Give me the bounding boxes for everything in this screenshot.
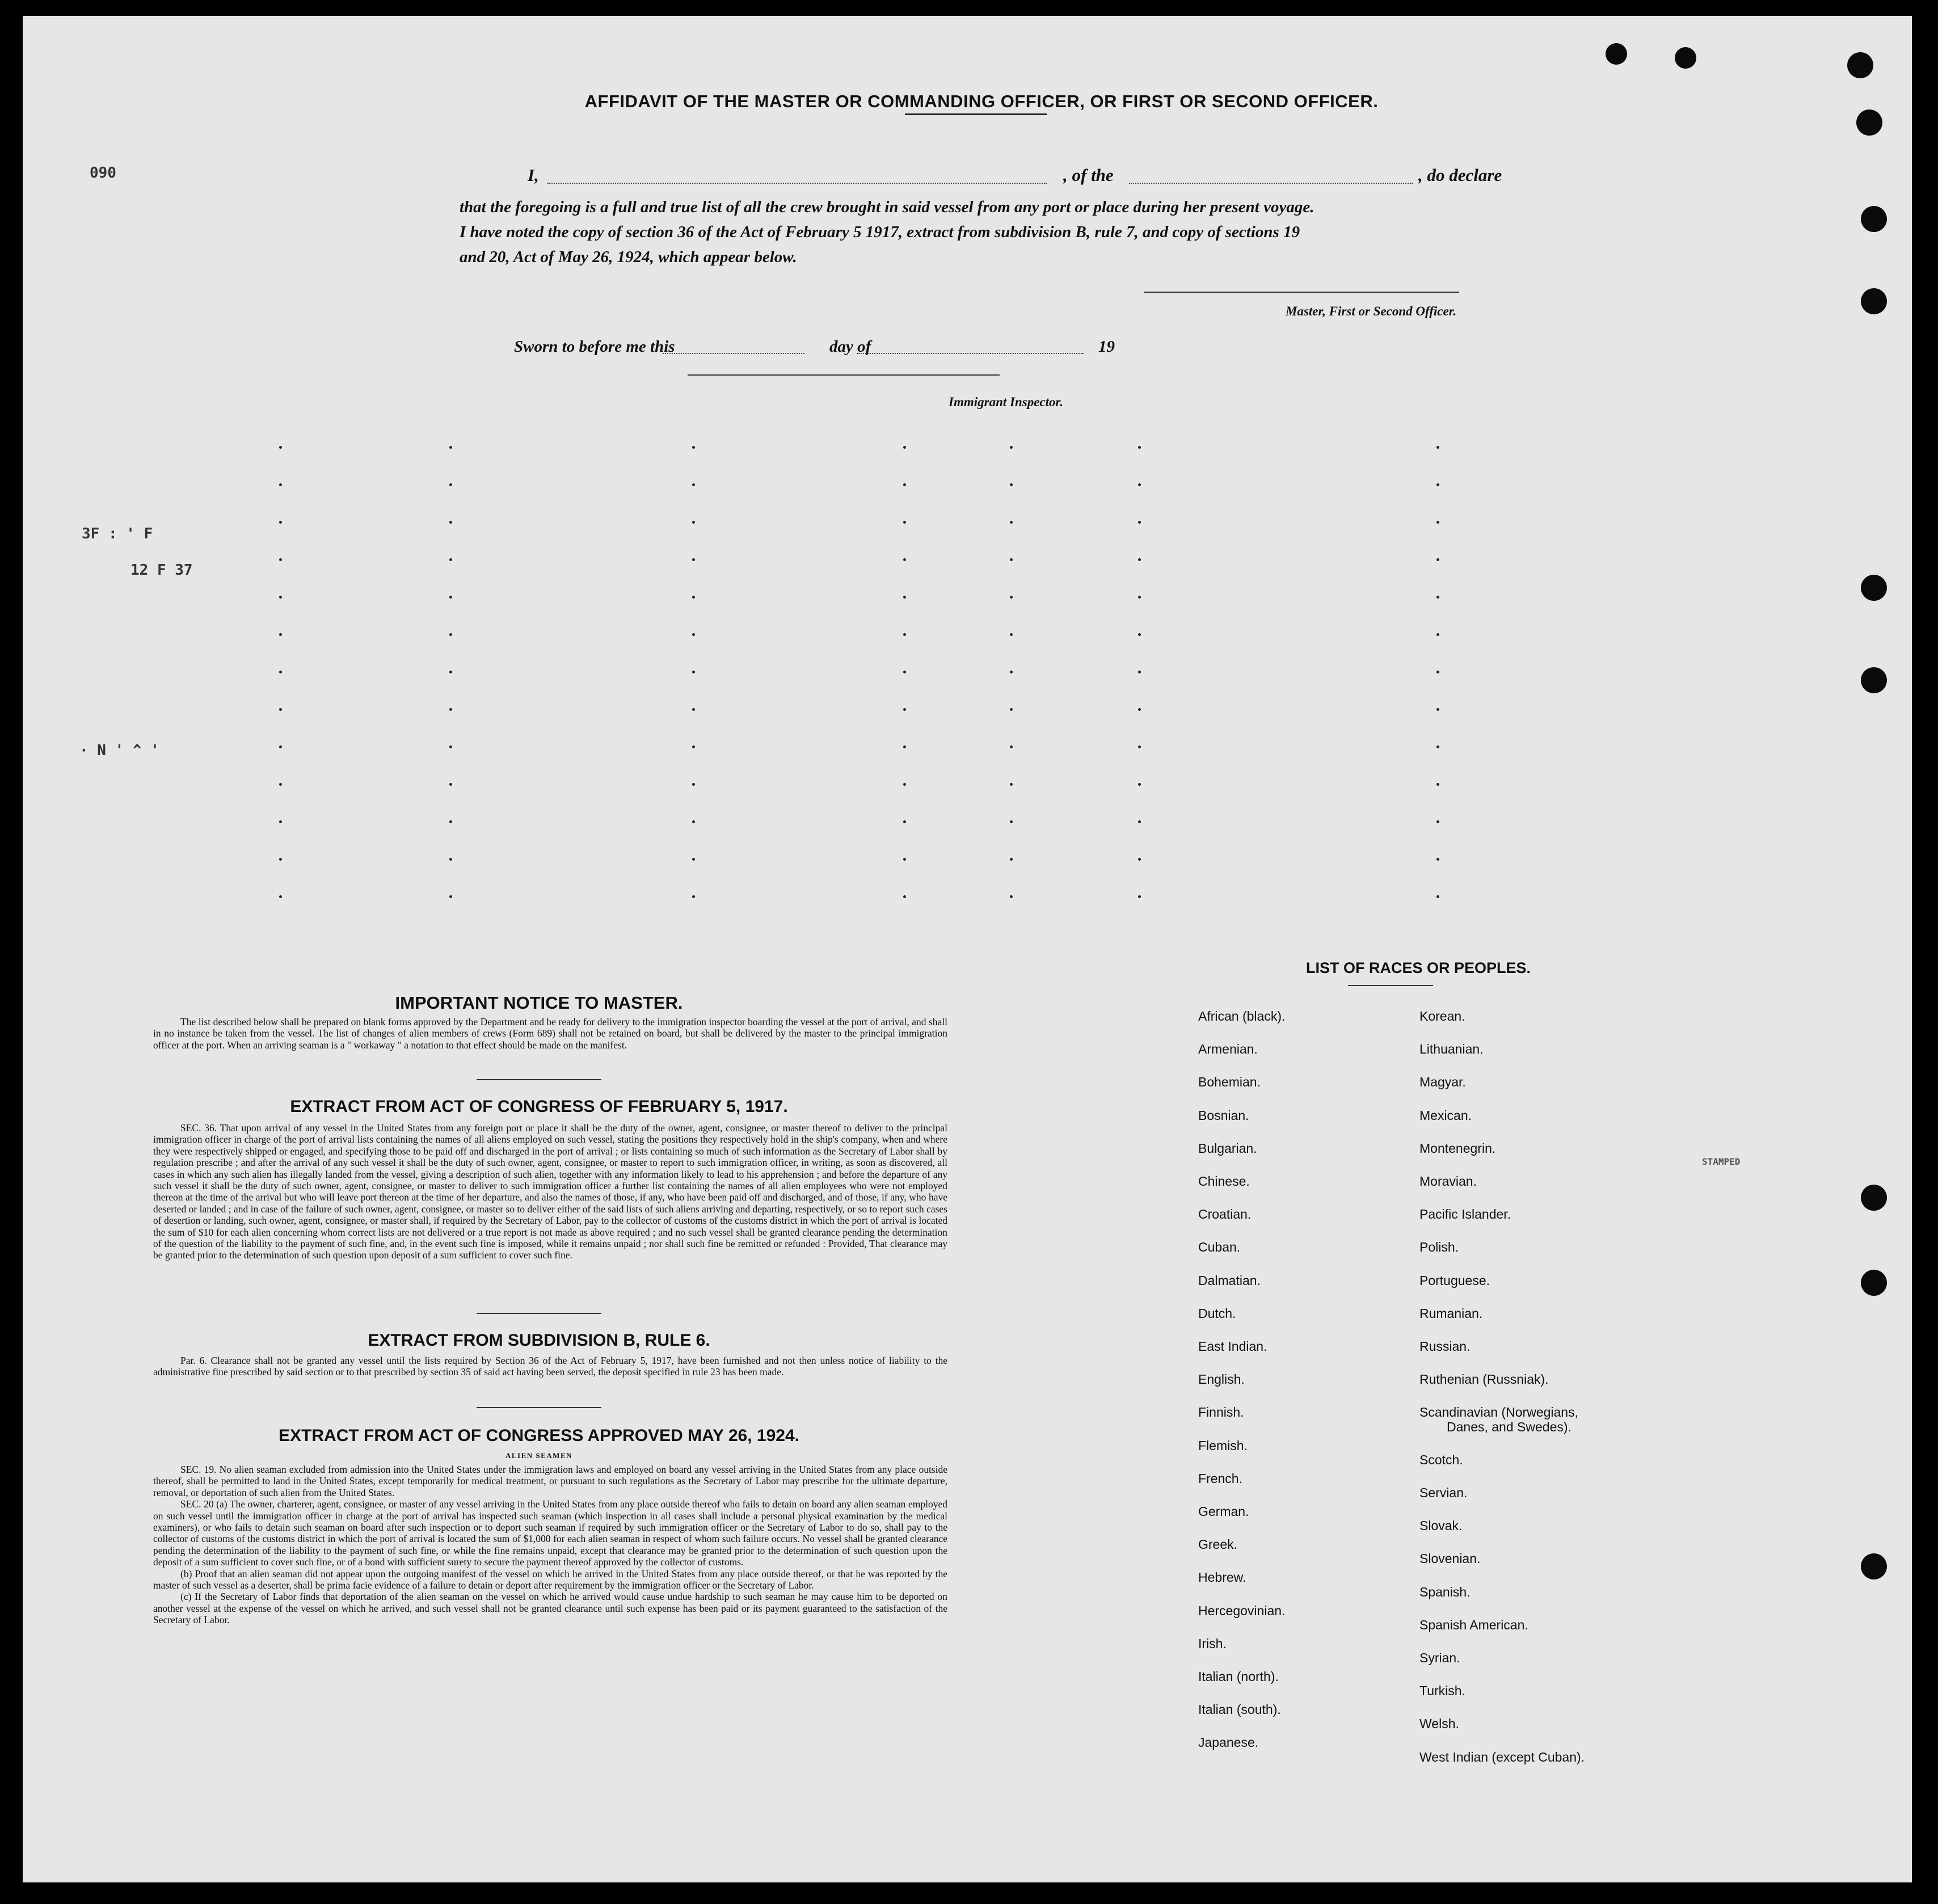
guide-dot <box>1138 558 1141 561</box>
race-item: Irish. <box>1198 1636 1227 1651</box>
divider <box>477 1313 601 1314</box>
margin-mark: 3F : ' F <box>82 525 153 542</box>
margin-mark: 090 <box>90 165 116 182</box>
guide-dot <box>279 596 282 599</box>
guide-dot <box>1436 483 1439 486</box>
guide-dot <box>903 783 906 786</box>
guide-dot <box>449 446 452 449</box>
race-item: Pacific Islander. <box>1419 1207 1511 1222</box>
extract-rule6-title: EXTRACT FROM SUBDIVISION B, RULE 6. <box>368 1331 710 1350</box>
guide-dot <box>903 483 906 486</box>
race-item: Russian. <box>1419 1339 1471 1354</box>
race-item: West Indian (except Cuban). <box>1419 1749 1585 1764</box>
punch-hole-icon <box>1856 109 1882 136</box>
stamp-mark: STAMPED <box>1702 1156 1741 1167</box>
race-item: French. <box>1198 1471 1242 1486</box>
margin-mark: 12 F 37 <box>130 562 193 579</box>
race-item: Greek. <box>1198 1537 1238 1552</box>
race-item: Slovenian. <box>1419 1551 1481 1566</box>
race-item: Finnish. <box>1198 1405 1244 1420</box>
punch-hole-icon <box>1847 52 1873 78</box>
extract-1924-title: EXTRACT FROM ACT OF CONGRESS APPROVED MAY 26, 1924. <box>279 1426 799 1445</box>
guide-dot <box>1138 708 1141 711</box>
guide-dot <box>1436 596 1439 599</box>
guide-dot <box>279 446 282 449</box>
guide-dot <box>279 708 282 711</box>
guide-dot <box>692 858 695 861</box>
race-item: Chinese. <box>1198 1174 1250 1189</box>
guide-dot <box>1436 783 1439 786</box>
guide-dot <box>1010 745 1013 748</box>
punch-hole-icon <box>1606 43 1627 65</box>
race-item: Welsh. <box>1419 1716 1459 1732</box>
race-item: German. <box>1198 1504 1249 1519</box>
notice-paragraph: The list described below shall be prepared on blank forms approved by the Department and be ready for delivery to the immigration inspector boarding the vessel at the port of arrival, and shall in no instance be taken from the vessel. The list of changes of alien members of crews (Form 689) shall not be retained on board, but shall be delivered by the master to the principal immigration officer at the port. When an arriving seaman is a " workaway " a notation to that effect should be made on the manifest. <box>153 1016 947 1051</box>
race-item: Hebrew. <box>1198 1570 1246 1585</box>
guide-dot <box>692 633 695 636</box>
race-item: Servian. <box>1419 1485 1468 1500</box>
guide-dot <box>903 745 906 748</box>
sworn-label: Sworn to before me this <box>514 338 675 356</box>
guide-dot <box>903 671 906 673</box>
guide-dot <box>449 708 452 711</box>
race-item: Croatian. <box>1198 1207 1252 1222</box>
inspector-caption: Immigrant Inspector. <box>949 395 1063 409</box>
extract-rule6-paragraph: Par. 6. Clearance shall not be granted any vessel until the lists required by Section 36 of the Act of February 5, 1917, have been furnished and not then unless notice of liability to the administrative fine prescribed by said section or to that prescribed by section 35 of said act having been served, the deposit specified in rule 23 has been made. <box>153 1355 947 1378</box>
race-item: Hercegovinian. <box>1198 1603 1286 1618</box>
race-item: Scandinavian (Norwegians, <box>1419 1405 1578 1420</box>
punch-hole-icon <box>1861 288 1887 314</box>
extract-1917-body <box>153 1122 947 1261</box>
guide-dot <box>1010 820 1013 823</box>
guide-dot <box>692 708 695 711</box>
guide-dot <box>449 895 452 898</box>
guide-dot <box>1138 671 1141 673</box>
guide-dot <box>1138 521 1141 524</box>
race-item: Polish. <box>1419 1240 1459 1255</box>
guide-dot <box>692 483 695 486</box>
guide-dot <box>1436 633 1439 636</box>
notice-body <box>153 1016 947 1051</box>
guide-dot <box>692 895 695 898</box>
race-item: African (black). <box>1198 1009 1286 1023</box>
guide-dot <box>1436 745 1439 748</box>
guide-dot <box>903 820 906 823</box>
of-the: , of the <box>1063 165 1114 185</box>
vessel-blank <box>1129 183 1413 184</box>
guide-dot <box>449 783 452 786</box>
day-blank <box>663 353 804 354</box>
guide-dot <box>1436 671 1439 673</box>
extract-1924-paragraph: (c) If the Secretary of Labor finds that deportation of the alien seaman on the vessel on which he arrived would cause undue hardship to such seaman he may cause him to be deported on another vessel at the expense of the vessel on which he arrived, and such vessel shall not be granted clearance until such expense has been paid or its payment guaranteed to the satisfaction of the Secretary of Labor. <box>153 1591 947 1626</box>
guide-dot <box>279 558 282 561</box>
guide-dot <box>279 671 282 673</box>
race-item: Ruthenian (Russniak). <box>1419 1372 1549 1387</box>
extract-1917-title: EXTRACT FROM ACT OF CONGRESS OF FEBRUARY 5, 1917. <box>290 1097 788 1116</box>
guide-dot <box>1436 558 1439 561</box>
guide-dot <box>279 820 282 823</box>
race-item: Portuguese. <box>1419 1273 1490 1288</box>
guide-dot <box>1010 895 1013 898</box>
punch-hole-icon <box>1861 1185 1887 1211</box>
guide-dot <box>1138 895 1141 898</box>
guide-dot <box>1138 483 1141 486</box>
race-item: Bulgarian. <box>1198 1140 1257 1156</box>
guide-dot <box>449 558 452 561</box>
title-underline <box>905 113 1047 115</box>
race-item: Dalmatian. <box>1198 1273 1261 1288</box>
race-item: English. <box>1198 1372 1245 1387</box>
extract-rule6-body <box>153 1355 947 1378</box>
divider <box>477 1079 601 1080</box>
guide-dot <box>1138 633 1141 636</box>
guide-dot <box>1010 708 1013 711</box>
guide-dot <box>1010 858 1013 861</box>
guide-dot <box>449 820 452 823</box>
race-item: Spanish American. <box>1419 1617 1528 1632</box>
guide-dot <box>449 596 452 599</box>
race-item: Cuban. <box>1198 1240 1241 1255</box>
guide-dot <box>692 783 695 786</box>
extract-1924-paragraph: (b) Proof that an alien seaman did not appear upon the outgoing manifest of the vessel on which he arrived in the United States from any place outside thereof, or that he was reported by the master of such vessel as a deserter, shall be prima facie evidence of a failure to detain or deport after requirement by the immigration officer or the Secretary of Labor. <box>153 1568 947 1591</box>
guide-dot <box>279 783 282 786</box>
guide-dot <box>449 745 452 748</box>
punch-hole-icon <box>1675 47 1696 69</box>
guide-dot <box>692 521 695 524</box>
guide-dot <box>1436 895 1439 898</box>
guide-dot <box>1010 483 1013 486</box>
punch-hole-icon <box>1861 575 1887 601</box>
extract-1924-subtitle: ALIEN SEAMEN <box>505 1451 573 1460</box>
extract-1924-paragraph: SEC. 19. No alien seaman excluded from admission into the United States under the immigration laws and employed on board any vessel arriving in the United States from any place outside thereof, shall be permitted to land in the United States, except temporarily for medical treatment, or pursuant to such regulations as the Secretary of Labor may prescribe for the ultimate departure, removal, or deportation of such alien from the United States. <box>153 1464 947 1498</box>
guide-dot <box>903 708 906 711</box>
races-title: LIST OF RACES OR PEOPLES. <box>1305 959 1531 976</box>
guide-dot <box>279 521 282 524</box>
race-item: Mexican. <box>1419 1107 1472 1123</box>
guide-dot <box>1436 708 1439 711</box>
master-signature-caption: Master, First or Second Officer. <box>1286 304 1457 318</box>
margin-mark: · N ' ^ ' <box>79 742 159 759</box>
declaration-i: I, <box>528 165 539 185</box>
inspector-signature-line <box>688 374 1000 376</box>
affidavit-title: AFFIDAVIT OF THE MASTER OR COMMANDING OFFICER, OR FIRST OR SECOND OFFICER. <box>584 91 1379 111</box>
punch-hole-icon <box>1861 206 1887 232</box>
punch-hole-icon <box>1861 1553 1887 1579</box>
guide-dot <box>279 483 282 486</box>
guide-dot <box>903 596 906 599</box>
guide-dot <box>1138 596 1141 599</box>
race-item: Turkish. <box>1419 1683 1465 1699</box>
race-item: Syrian. <box>1419 1650 1460 1665</box>
guide-dot <box>903 895 906 898</box>
guide-dot <box>1138 858 1141 861</box>
guide-dot <box>692 596 695 599</box>
guide-dot <box>1010 671 1013 673</box>
year-label: 19 <box>1098 338 1115 356</box>
guide-dot <box>1010 446 1013 449</box>
divider <box>477 1407 601 1408</box>
race-item: East Indian. <box>1198 1339 1267 1354</box>
guide-dot <box>692 745 695 748</box>
document-sheet <box>23 16 1912 1882</box>
guide-dot <box>279 895 282 898</box>
day-of-label: day of <box>829 338 871 356</box>
race-item: Scotch. <box>1419 1452 1463 1467</box>
guide-dot <box>449 858 452 861</box>
guide-dot <box>692 671 695 673</box>
guide-dot <box>279 858 282 861</box>
guide-dot <box>903 521 906 524</box>
race-item: Armenian. <box>1198 1042 1258 1057</box>
punch-hole-icon <box>1861 667 1887 693</box>
guide-dot <box>1010 596 1013 599</box>
race-item: Bohemian. <box>1198 1075 1261 1090</box>
guide-dot <box>692 820 695 823</box>
race-item: Japanese. <box>1198 1735 1259 1750</box>
guide-dot <box>1010 633 1013 636</box>
race-item: Italian (south). <box>1198 1702 1281 1717</box>
race-item: Korean. <box>1419 1009 1465 1023</box>
race-item: Lithuanian. <box>1419 1042 1484 1057</box>
guide-dot <box>449 483 452 486</box>
race-item: Rumanian. <box>1419 1305 1483 1321</box>
guide-dot <box>903 633 906 636</box>
race-item: Flemish. <box>1198 1438 1248 1453</box>
guide-dot <box>279 745 282 748</box>
races-title-underline <box>1348 985 1433 986</box>
guide-dot <box>692 558 695 561</box>
guide-dot <box>1436 820 1439 823</box>
guide-dot <box>279 633 282 636</box>
race-item: Spanish. <box>1419 1584 1471 1599</box>
race-item: Moravian. <box>1419 1174 1477 1189</box>
guide-dot <box>449 521 452 524</box>
race-item: Danes, and Swedes). <box>1447 1419 1572 1434</box>
race-item: Italian (north). <box>1198 1669 1279 1684</box>
guide-dot <box>1138 745 1141 748</box>
guide-dot <box>449 633 452 636</box>
guide-dot <box>1436 521 1439 524</box>
race-item: Bosnian. <box>1198 1107 1249 1123</box>
guide-dot <box>449 671 452 673</box>
guide-dot <box>1010 783 1013 786</box>
guide-dot <box>1010 558 1013 561</box>
race-item: Montenegrin. <box>1419 1140 1496 1156</box>
guide-dot <box>1436 858 1439 861</box>
declaration-line-2: that the foregoing is a full and true list of all the crew brought in said vessel from any port or place during her present voyage. <box>460 198 1315 216</box>
name-blank <box>547 183 1047 184</box>
guide-dot <box>903 558 906 561</box>
guide-dot <box>692 446 695 449</box>
guide-dot <box>1436 446 1439 449</box>
guide-dot <box>903 446 906 449</box>
declaration-line-3: I have noted the copy of section 36 of the Act of February 5 1917, extract from subdivision B, rule 7, and copy of sections 19 <box>460 223 1300 241</box>
extract-1917-paragraph: SEC. 36. That upon arrival of any vessel in the United States from any foreign port or place it shall be the duty of the owner, agent, consignee, or master thereof to deliver to the principal immigration officer in charge of the port of arrival lists containing the names of all aliens employed on such vessel, stating the positions they respectively hold in the ship's company, when and where they were respectively shipped or engaged, and specifying those to be paid off and discharged in the port of arrival ; or lists containing so much of such information as the Secretary of Labor shall by regulation prescribe ; and after the arrival of any such vessel it shall be the duty of such owner, agent, consignee, or master to report to such immigration officer, in writing, as soon as discovered, all cases in which any such alien has illegally landed from the vessel, giving a description of such alien, together with any information likely to lead to his apprehension ; and before the departure of any such vessel it shall be the duty of such owner, agent, consignee, or master to deliver to such immigration officer a further list containing the names of all alien employees who were not employed thereon at the time of the arrival but who will leave port thereon at the time of her departure, and also the names of those, if any, who have been paid off and discharged, and of those, if any, who have deserted or landed ; and in case of the failure of such owner, agent, consignee, or master so to deliver either of the said lists of such aliens arriving and departing, respectively, or so to report such cases of desertion or landing, such owner, agent, consignee, or master shall, if required by the Secretary of Labor, pay to the collector of customs of the customs district in which the port of arrival is located the sum of $10 for each alien concerning whom correct lists are not delivered or a true report is not made as above required ; and no such vessel shall be granted clearance pending the determination of the question of the liability to the payment of such fine, and, in the event such fine is imposed, while it remains unpaid ; nor shall such fine be remitted or refunded : Provided, That clearance may be granted prior to the determination of such question upon deposit of a sum sufficient to cover such fine. <box>153 1122 947 1261</box>
guide-dot <box>1138 783 1141 786</box>
do-declare: , do declare <box>1418 165 1502 185</box>
extract-1924-body <box>153 1464 947 1626</box>
guide-dot <box>1138 446 1141 449</box>
master-signature-line <box>1144 292 1459 293</box>
punch-hole-icon <box>1861 1270 1887 1296</box>
month-blank <box>857 353 1084 354</box>
guide-dot <box>1138 820 1141 823</box>
declaration-line-4: and 20, Act of May 26, 1924, which appear below. <box>460 248 797 266</box>
race-item: Slovak. <box>1419 1518 1463 1534</box>
extract-1924-paragraph: SEC. 20 (a) The owner, charterer, agent, consignee, or master of any vessel arriving in the United States from any place outside thereof who fails to detain on board any alien seaman employed on such vessel until the immigration officer in charge at the port of arrival has inspected such seaman (which inspection in all cases shall include a personal physical examination by the medical examiners), or who fails to detain such seaman on board after such inspection or to deport such seaman if required by such immigration officer or the Secretary of Labor to do so, shall pay to the collector of customs of the customs district in which the port of arrival is located the sum of $1,000 for each alien seaman in respect of whom such failure occurs. No vessel shall be granted clearance pending the determination of the liability to the payment of such fine, or while the fine remains unpaid, except that clearance may be granted prior to the determination of such question upon the deposit of a sum sufficient to cover such fine, or of a bond with sufficient surety to secure the payment thereof approved by the collector of customs. <box>153 1498 947 1568</box>
notice-title: IMPORTANT NOTICE TO MASTER. <box>395 993 683 1013</box>
race-item: Magyar. <box>1419 1075 1466 1090</box>
guide-dot <box>903 858 906 861</box>
guide-dot <box>1010 521 1013 524</box>
race-item: Dutch. <box>1198 1305 1236 1321</box>
